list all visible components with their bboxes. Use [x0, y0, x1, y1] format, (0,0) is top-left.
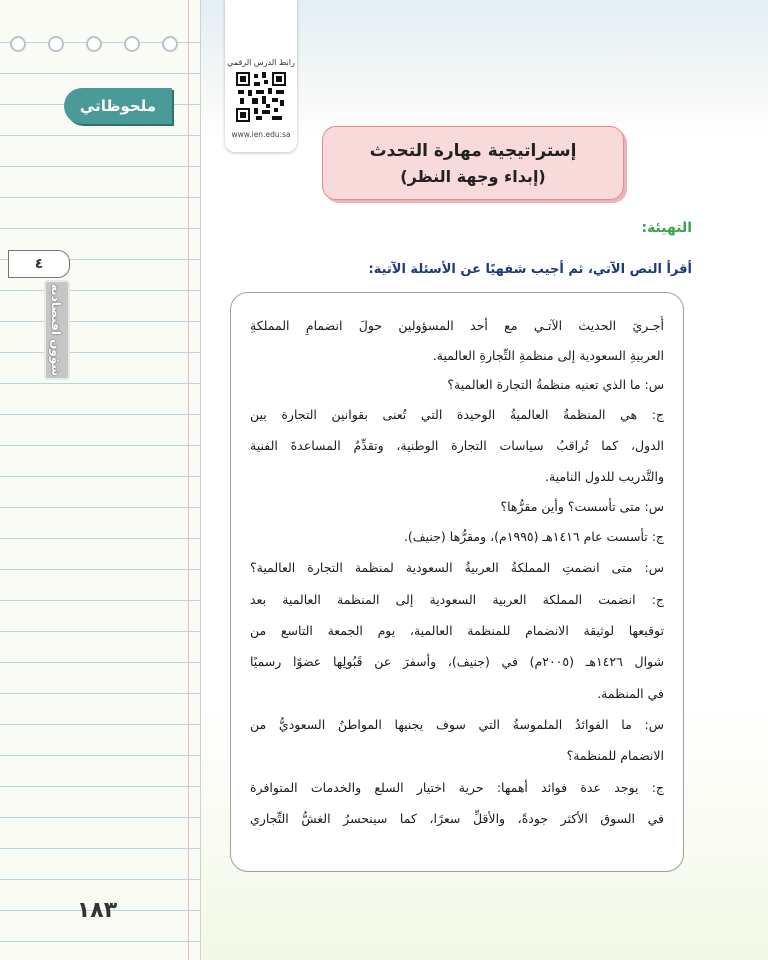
qr-card[interactable]	[225, 0, 297, 152]
unit-number: ٤	[8, 250, 70, 278]
notes-tab-label: ملحوظاتي	[79, 97, 157, 115]
passage-line: ج: يوجد عدة فوائد أهمها: حرية اختيار السلع والخدمات المتوافرة	[250, 780, 664, 795]
lesson-subtitle: (إبداء وجهة النظر)	[400, 167, 546, 186]
passage-line: الدول، كما تُراقبُ سياسات التجارة الوطنية، وتقدِّمُ المساعدةَ الفنية	[250, 438, 664, 453]
passage-line: س: ما الفوائدُ الملموسةُ التي سوف يجنيها المواطنُ السعوديُّ من	[250, 717, 664, 732]
passage-line: والتَّدريب للدول النامية.	[544, 469, 664, 484]
passage-line: س: متى تأسست؟ وأين مقرُّها؟	[500, 499, 664, 514]
passage-line: أُجـريَ الحديث الآتـي مع أحد المسؤولين حولَ انضمامِ المملكةِ	[250, 318, 664, 333]
notes-margin-line	[188, 0, 189, 960]
passage-line: شوال ١٤٢٦هـ (٢٠٠٥م) في (جنيف)، وأسفرَ عن قَبُولِها عضوًا رسميًا	[250, 654, 664, 669]
passage-line: ج: تأسست عام ١٤١٦هـ (١٩٩٥م)، ومقرُّها (جنيف).	[403, 529, 664, 544]
qr-url[interactable]: www.ien.edu.sa	[231, 130, 291, 139]
binder-hole	[86, 36, 102, 52]
passage-line: ج: انضمت المملكة العربية السعودية إلى المنظمة العالمية بعد	[250, 592, 664, 607]
instruction-text: أقرأ النص الآتي، ثم أجيب شفهيًا عن الأسئلة الآتية:	[368, 262, 692, 277]
title-banner	[322, 126, 624, 200]
notes-panel	[0, 0, 201, 960]
warmup-heading: التهيئة:	[641, 220, 692, 236]
unit-title: شؤون اقتصادية	[49, 283, 63, 377]
binder-hole	[162, 36, 178, 52]
passage-line: ج: هي المنظمةُ العالميةُ الوحيدة التي تُعنى بقوانين التجارة بين	[250, 407, 664, 422]
passage-line: س: متى انضمتِ المملكةُ العربيةُ السعودية لمنظمة التجارة العالمية؟	[250, 560, 664, 575]
passage-line: توقيعها لوثيقة الانضمام للمنظمة العالمية، يوم الجمعة التاسع من	[250, 623, 664, 638]
passage-line: في المنظمة.	[597, 686, 664, 701]
passage-line: س: ما الذي تعنيه منظمةُ التجارة العالمية؟	[447, 377, 664, 392]
passage-line: في السوق الأكثر جودةً، والأقلِّ سعرًا، كما سينحسرُ الغشُّ التِّجاري	[250, 811, 664, 826]
lesson-title: إستراتيجية مهارة التحدث	[369, 141, 577, 161]
binder-hole	[48, 36, 64, 52]
passage-line: العربيةِ السعودية إلى منظمةِ التِّجارةِ العالمية.	[432, 348, 664, 363]
passage-line: الانضمام للمنظمة؟	[566, 748, 664, 763]
qr-code-icon[interactable]	[236, 72, 286, 122]
qr-caption: رابط الدرس الرقمي	[227, 58, 295, 67]
unit-title-tab	[44, 280, 70, 380]
binder-hole	[10, 36, 26, 52]
binder-hole	[124, 36, 140, 52]
page-number: ١٨٣	[76, 898, 118, 923]
